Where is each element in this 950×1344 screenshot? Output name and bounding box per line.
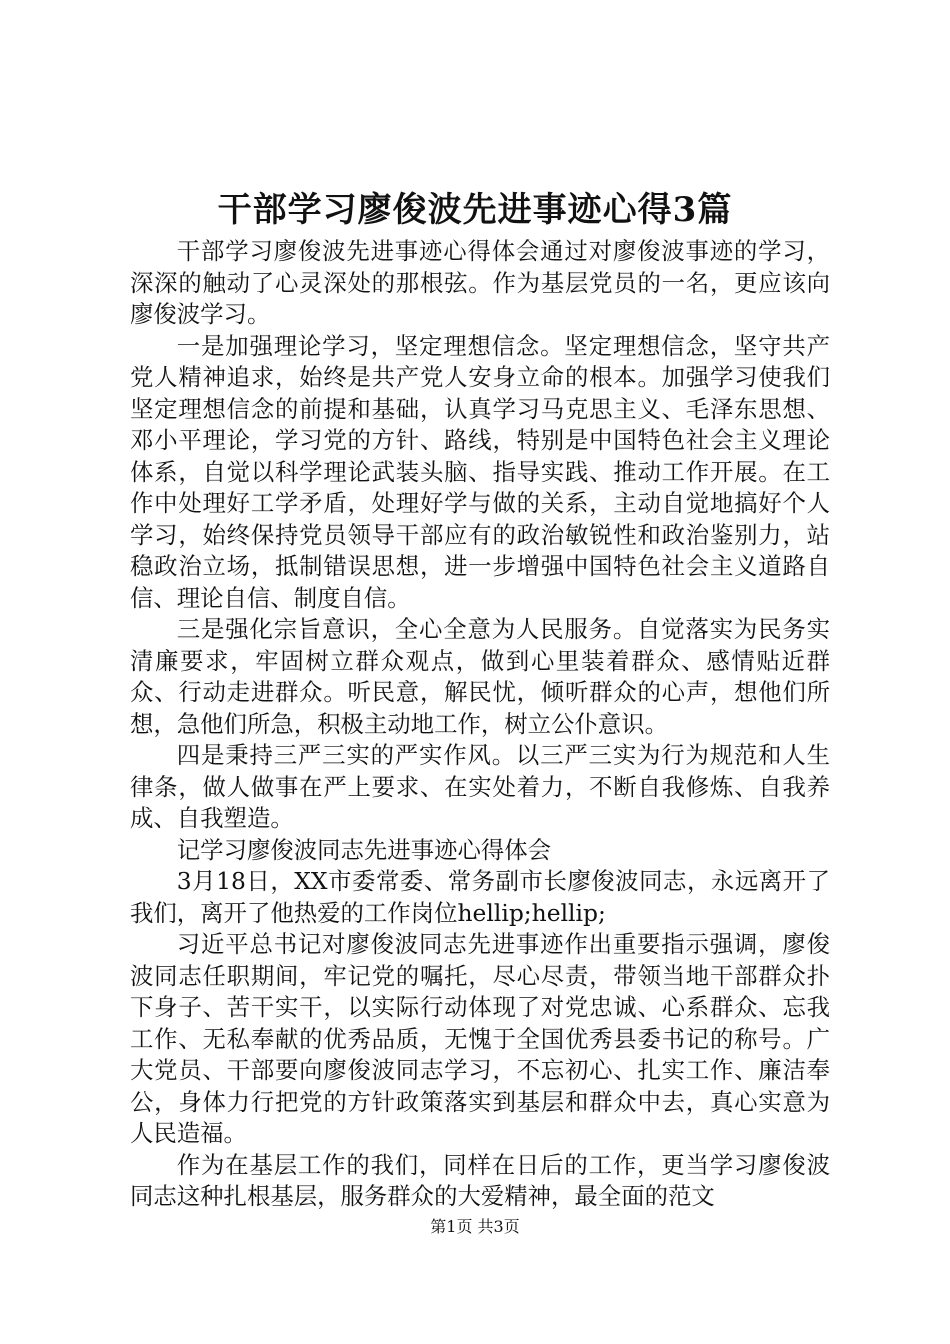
page-footer: 第1页 共3页	[430, 1217, 520, 1236]
paragraph-intro: 干部学习廖俊波先进事迹心得体会通过对廖俊波事迹的学习，深深的触动了心灵深处的那根弦。作为基层党员的一名，更应该向廖俊波学习。	[130, 237, 830, 328]
paragraph-point-one: 一是加强理论学习，坚定理想信念。坚定理想信念，坚守共产党人精神追求，始终是共产党人安身立命的根本。加强学习使我们坚定理想信念的前提和基础，认真学习马克思主义、毛泽东思想、邓小平理论，学习党的方针、路线，特别是中国特色社会主义理论体系，自觉以科学理论武装头脑、指导实践、推动工作开展。在工作中处理好工学矛盾，处理好学与做的关系，主动自觉地搞好个人学习，始终保持党员领导干部应有的政治敏锐性和政治鉴别力，站稳政治立场，抵制错误思想，进一步增强中国特色社会主义道路自信、理论自信、制度自信。	[130, 331, 830, 612]
document-body	[130, 236, 830, 1213]
section-heading: 记学习廖俊波同志先进事迹心得体会	[176, 835, 552, 864]
paragraph-march-18: 3月18日，XX市委常委、常务副市长廖俊波同志，永远离开了我们，离开了他热爱的工作岗位hellip;hellip;	[130, 867, 830, 927]
paragraph-grassroots: 作为在基层工作的我们，同样在日后的工作，更当学习廖俊波同志这种扎根基层，服务群众的大爱精神，最全面的范文	[130, 1150, 830, 1210]
document-title: 干部学习廖俊波先进事迹心得3篇	[217, 190, 733, 230]
paragraph-point-three: 三是强化宗旨意识，全心全意为人民服务。自觉落实为民务实清廉要求，牢固树立群众观点，做到心里装着群众、感情贴近群众、行动走进群众。听民意，解民忧，倾听群众的心声，想他们所想，急他们所急，积极主动地工作，树立公仆意识。	[130, 615, 830, 738]
paragraph-point-four: 四是秉持三严三实的严实作风。以三严三实为行为规范和人生律条，做人做事在严上要求、在实处着力，不断自我修炼、自我养成、自我塑造。	[130, 741, 830, 832]
paragraph-xi-instruction: 习近平总书记对廖俊波同志先进事迹作出重要指示强调，廖俊波同志任职期间，牢记党的嘱托，尽心尽责，带领当地干部群众扑下身子、苦干实干，以实际行动体现了对党忠诚、心系群众、忘我工作、无私奉献的优秀品质，无愧于全国优秀县委书记的称号。广大党员、干部要向廖俊波同志学习，不忘初心、扎实工作、廉洁奉公，身体力行把党的方针政策落实到基层和群众中去，真心实意为人民造福。	[130, 930, 830, 1147]
